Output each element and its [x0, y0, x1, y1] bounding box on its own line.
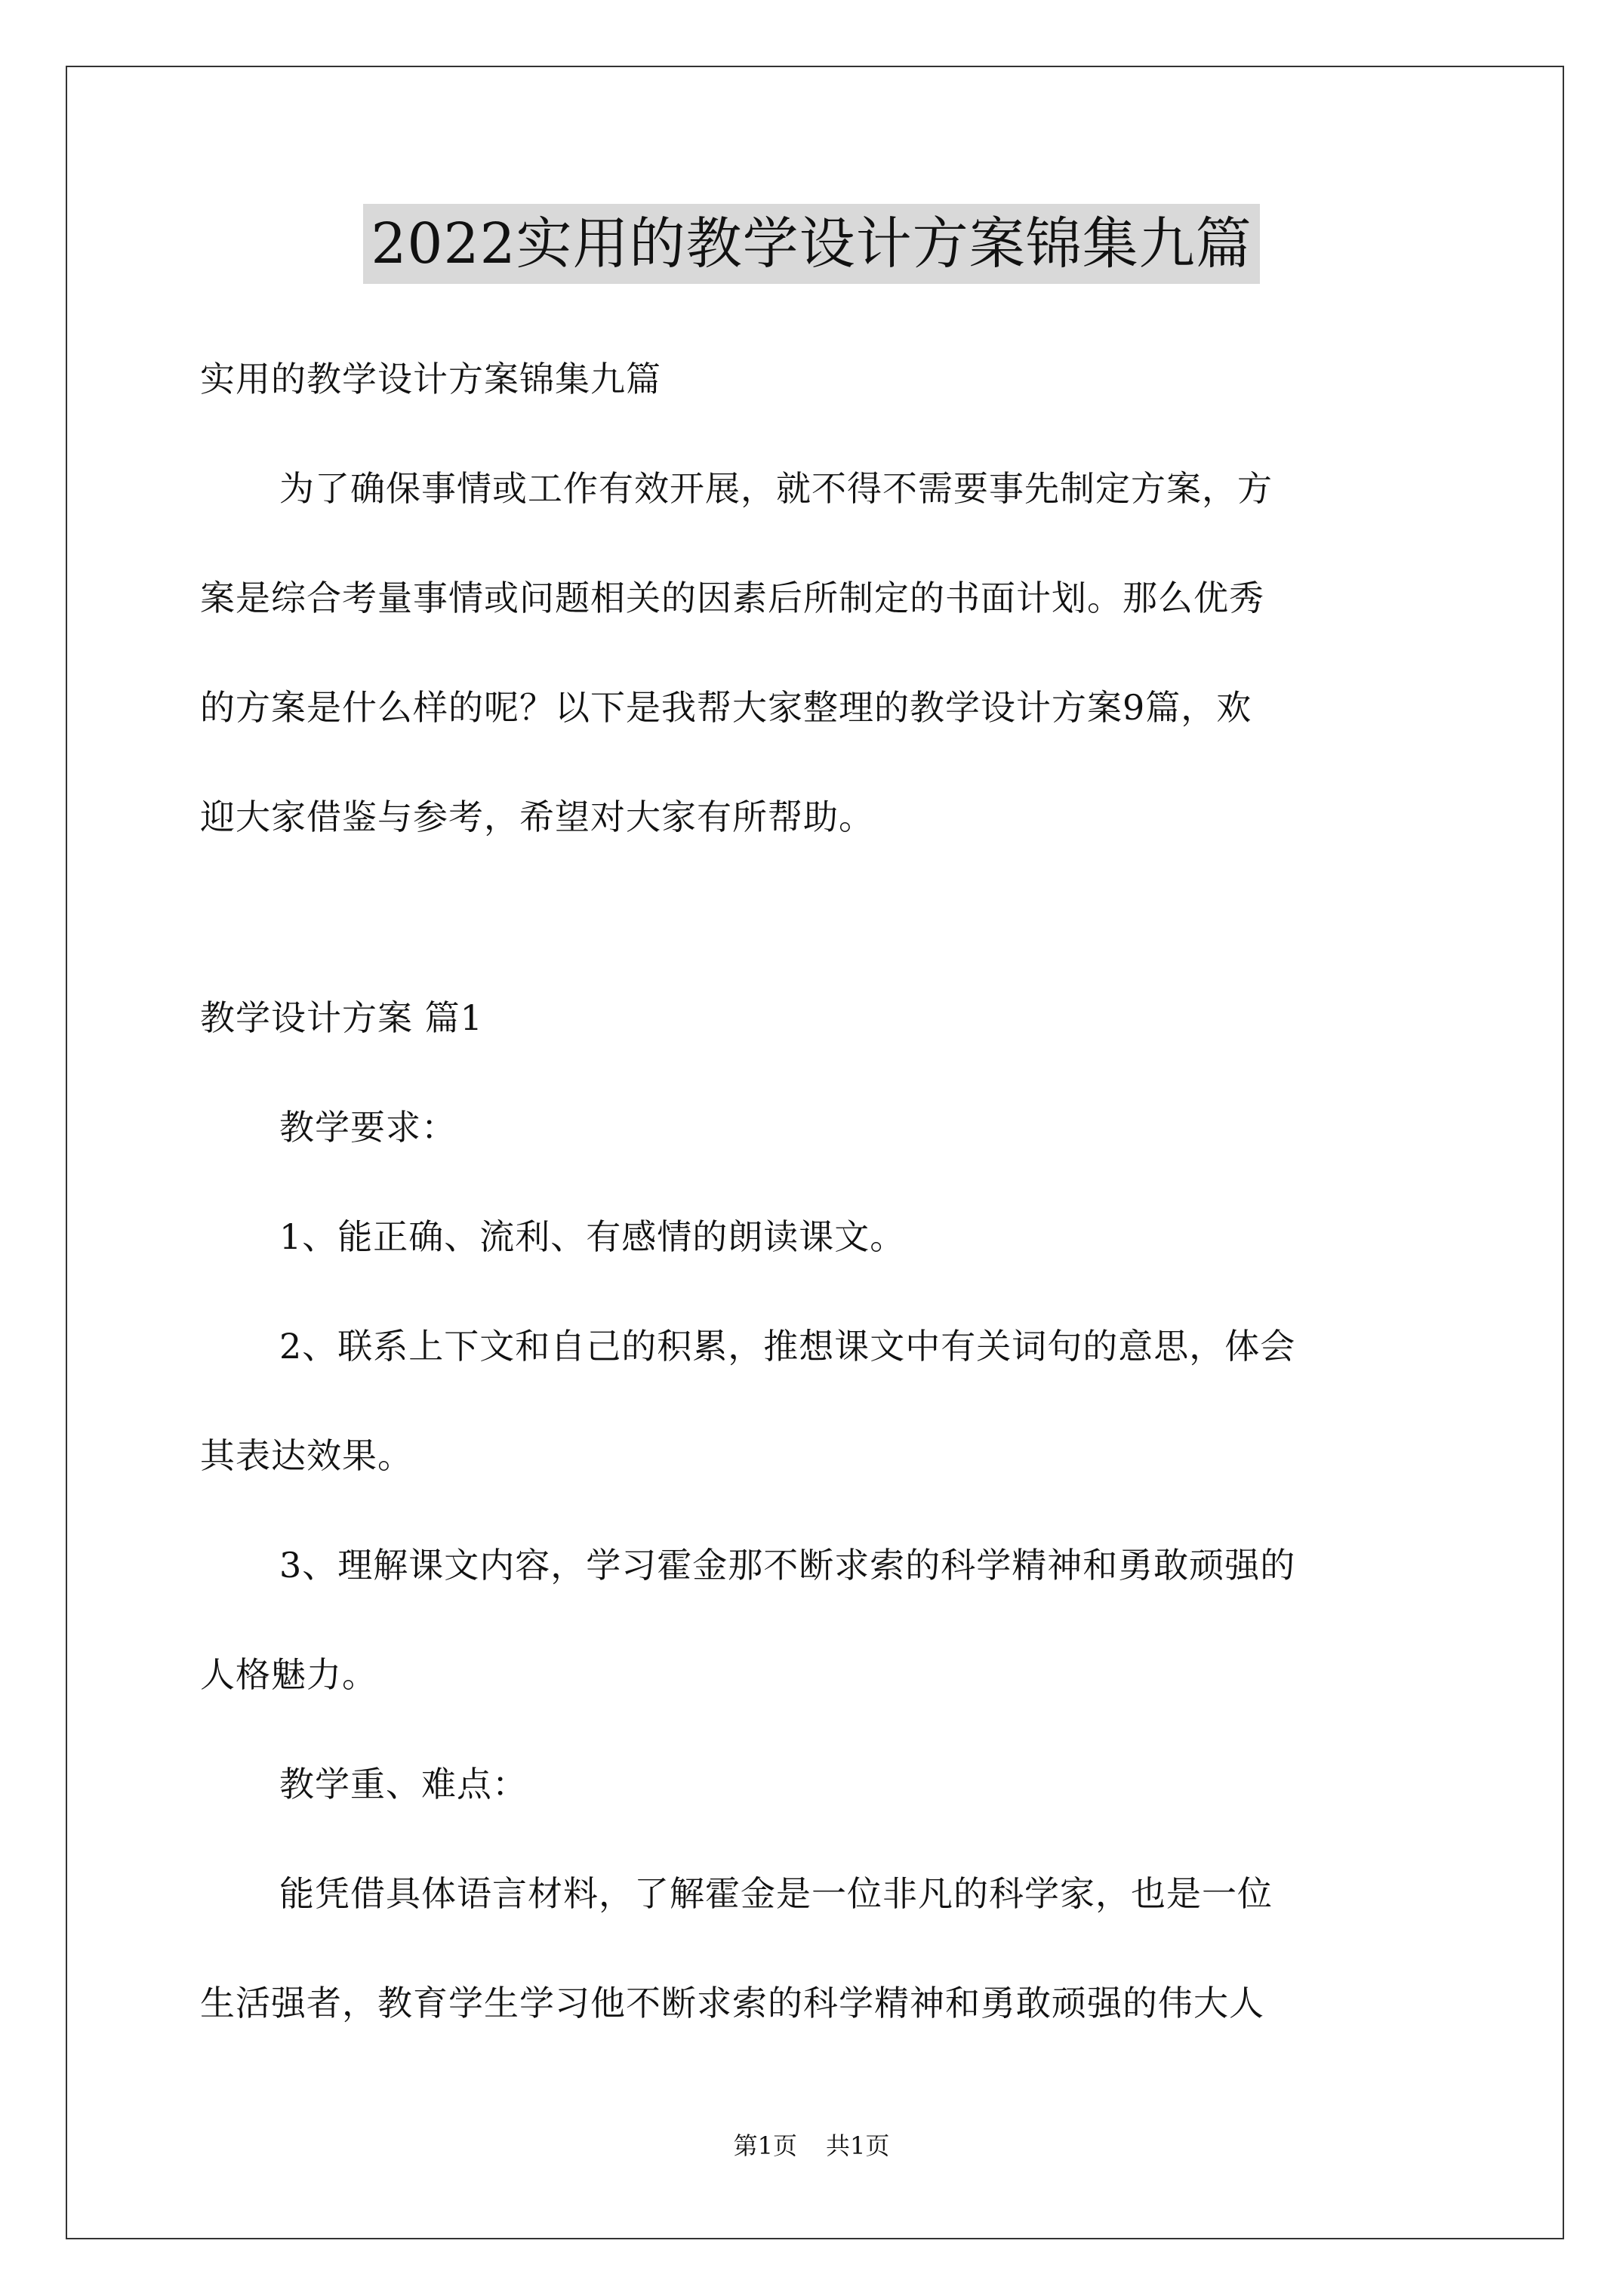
requirement-item-3-line-2: 人格魅力。: [200, 1654, 377, 1695]
intro-line-2: 案是综合考量事情或问题相关的因素后所制定的书面计划。那么优秀: [200, 578, 1264, 618]
page-total: 共1页: [826, 2131, 890, 2160]
requirement-item-3-line-1: 3、理解课文内容，学习霍金那不断求索的科学精神和勇敢顽强的: [279, 1545, 1296, 1586]
keypoints-line-2: 生活强者，教育学生学习他不断求索的科学精神和勇敢顽强的伟大人: [200, 1983, 1264, 2023]
page-number: 第1页: [733, 2131, 797, 2160]
keypoints-label: 教学重、难点：: [279, 1764, 528, 1804]
requirement-item-1: 1、能正确、流利、有感情的朗读课文。: [279, 1216, 906, 1257]
section-heading: 教学设计方案 篇1: [200, 997, 483, 1038]
title-container: [0, 204, 1623, 284]
document-subtitle: 实用的教学设计方案锦集九篇: [200, 359, 661, 399]
intro-line-4: 迎大家借鉴与参考，希望对大家有所帮助。: [200, 797, 874, 837]
intro-line-3: 的方案是什么样的呢？以下是我帮大家整理的教学设计方案9篇，欢: [200, 687, 1252, 728]
requirements-label: 教学要求：: [279, 1107, 457, 1148]
requirement-item-2-line-1: 2、联系上下文和自己的积累，推想课文中有关词句的意思，体会: [279, 1326, 1296, 1367]
document-title: 2022实用的教学设计方案锦集九篇: [363, 204, 1259, 284]
page-footer: [0, 2131, 1623, 2161]
intro-line-1: 为了确保事情或工作有效开展，就不得不需要事先制定方案，方: [279, 468, 1273, 509]
keypoints-line-1: 能凭借具体语言材料，了解霍金是一位非凡的科学家，也是一位: [279, 1873, 1273, 1914]
requirement-item-2-line-2: 其表达效果。: [200, 1435, 413, 1476]
